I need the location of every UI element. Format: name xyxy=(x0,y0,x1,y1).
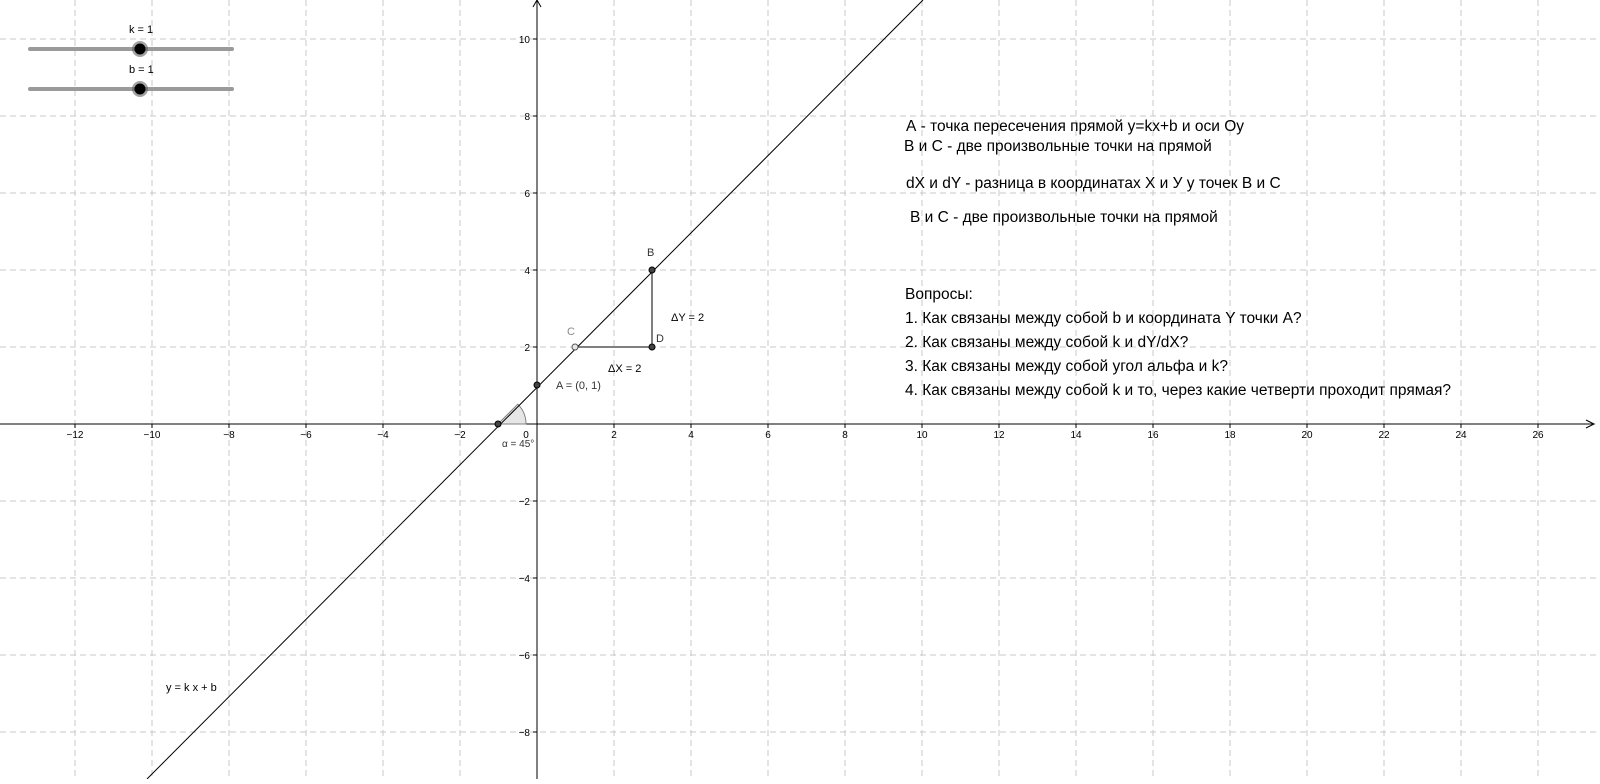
slider-k-label: k = 1 xyxy=(129,24,154,36)
x-tick-label: −6 xyxy=(300,430,312,441)
delta-x-label: ΔX = 2 xyxy=(608,363,642,375)
x-tick-label: −8 xyxy=(223,430,235,441)
x-tick-label: 6 xyxy=(765,430,771,441)
point-c-label: C xyxy=(567,326,575,338)
note-point-a: А - точка пересечения прямой y=kx+b и оси Оу xyxy=(906,118,1245,135)
x-tick-label: 12 xyxy=(993,430,1005,441)
x-tick-label: 0 xyxy=(523,430,529,441)
x-tick-label: −2 xyxy=(454,430,466,441)
note-points-b-c-repeat: В и С - две произвольные точки на прямой xyxy=(910,209,1218,226)
point-b-label: B xyxy=(647,247,655,259)
angle-alpha-label: α = 45° xyxy=(502,439,535,450)
y-tick-label: 10 xyxy=(518,35,530,46)
slider-b-label: b = 1 xyxy=(129,64,154,76)
question-2: 2. Как связаны между собой k и dY/dX? xyxy=(905,334,1189,351)
angle-alpha-marker xyxy=(498,404,526,424)
point-root[interactable] xyxy=(495,421,501,427)
note-dx-dy: dX и dY - разница в координатах X и У у точек В и С xyxy=(906,175,1281,192)
y-tick-label: 6 xyxy=(524,189,530,200)
x-tick-label: 14 xyxy=(1070,430,1082,441)
x-tick-label: 16 xyxy=(1147,430,1159,441)
question-1: 1. Как связаны между собой b и координата Y точки A? xyxy=(905,310,1302,327)
slider-k[interactable] xyxy=(30,24,232,57)
x-tick-label: 2 xyxy=(611,430,617,441)
slider-b-handle-dot xyxy=(135,84,146,95)
x-tick-label: 26 xyxy=(1532,430,1544,441)
x-tick-label: −4 xyxy=(377,430,389,441)
y-tick-label: 2 xyxy=(524,343,530,354)
slider-b[interactable] xyxy=(30,64,232,97)
point-d-label: D xyxy=(656,333,664,345)
x-tick-label: 8 xyxy=(842,430,848,441)
y-tick-label: 4 xyxy=(524,266,530,277)
x-tick-label: 10 xyxy=(916,430,928,441)
y-tick-label: 8 xyxy=(524,112,530,123)
y-tick-label: −2 xyxy=(518,497,530,508)
point-d[interactable] xyxy=(649,344,655,350)
point-a[interactable] xyxy=(534,382,540,388)
point-a-label: A = (0, 1) xyxy=(556,380,601,392)
x-tick-label: −10 xyxy=(143,430,161,441)
x-tick-label: 20 xyxy=(1301,430,1313,441)
point-c[interactable] xyxy=(572,344,578,350)
slider-k-handle-dot xyxy=(135,44,146,55)
y-tick-label: −6 xyxy=(518,651,530,662)
line-equation-label: y = k x + b xyxy=(166,682,217,694)
y-tick-label: −8 xyxy=(518,728,530,739)
x-tick-label: 4 xyxy=(688,430,694,441)
x-tick-label: 22 xyxy=(1378,430,1390,441)
x-tick-label: −12 xyxy=(66,430,84,441)
y-tick-label: −4 xyxy=(518,574,530,585)
delta-y-label: ΔY = 2 xyxy=(671,312,705,324)
question-4: 4. Как связаны между собой k и то, через какие четверти проходит прямая? xyxy=(905,382,1452,399)
line-y-kx-b[interactable] xyxy=(147,0,923,779)
point-b[interactable] xyxy=(649,267,655,273)
x-tick-label: 24 xyxy=(1455,430,1467,441)
note-points-b-c: В и С - две произвольные точки на прямой xyxy=(904,138,1212,155)
x-tick-label: 18 xyxy=(1224,430,1236,441)
question-3: 3. Как связаны между собой угол альфа и k? xyxy=(905,358,1228,375)
x-axis-tick-labels xyxy=(67,424,1544,441)
questions-title: Вопросы: xyxy=(905,286,973,303)
